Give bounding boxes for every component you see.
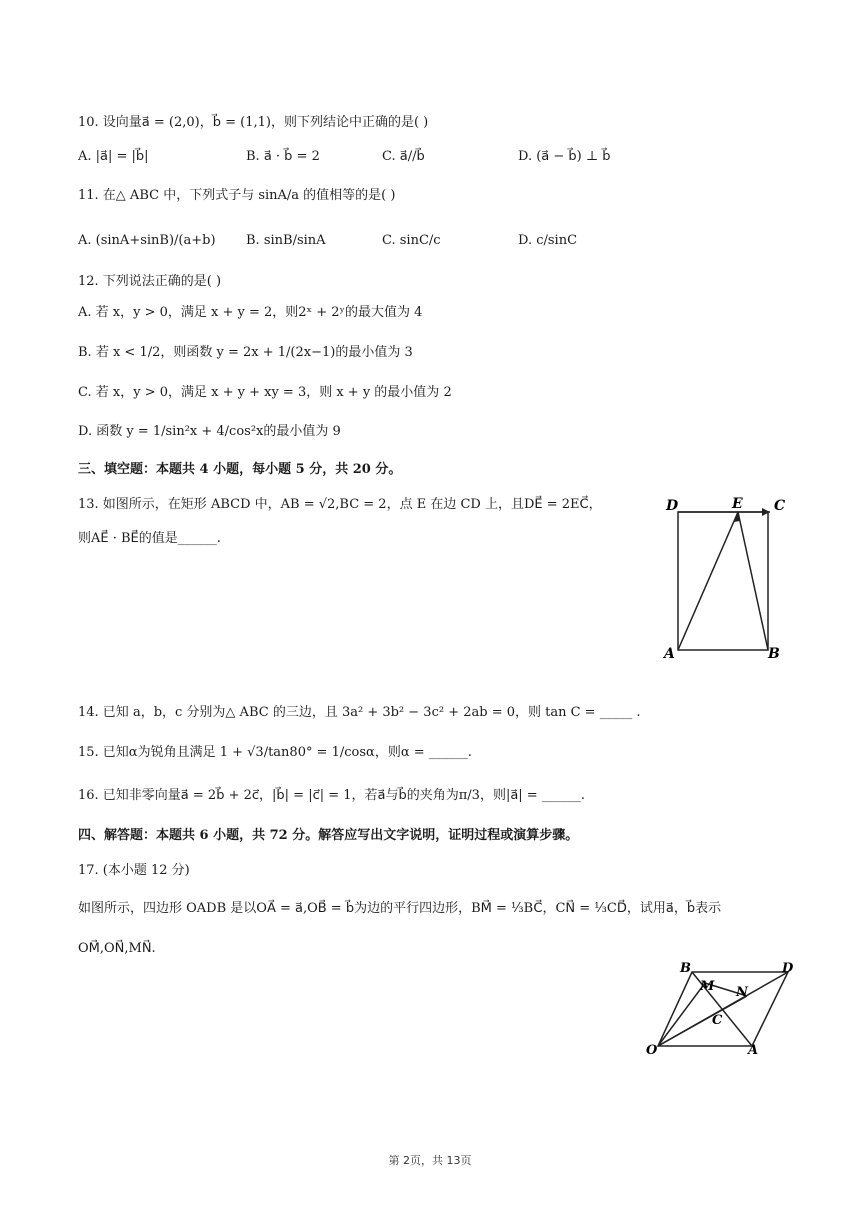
q12-option-a: A. 若 x，y > 0，满足 x + y = 2，则2ˣ + 2ʸ的最大值为 4 [78, 305, 423, 320]
q13-line-1: 13. 如图所示，在矩形 ABCD 中，AB = √2,BC = 2，点 E 在边 CD 上，且DE⃗ = 2EC⃗， [78, 497, 602, 512]
q17-label-d: D [782, 961, 794, 976]
q10-option-c: C. a⃗//b⃗ [382, 149, 425, 164]
q11-option-c: C. sinC/c [382, 233, 441, 248]
q17-label-a: A [748, 1043, 759, 1058]
section-3-heading: 三、填空题：本题共 4 小题，每小题 5 分，共 20 分。 [78, 462, 402, 477]
q13-line-2: 则AE⃗ · BE⃗的值是______. [78, 531, 221, 546]
q11-option-a: A. (sinA+sinB)/(a+b) [78, 233, 216, 248]
q17-label-n: N [736, 985, 748, 1000]
q17-line-2: OM⃗,ON⃗,MN⃗. [78, 941, 156, 956]
q17-label-m: M [700, 979, 715, 994]
q13-figure [660, 492, 790, 662]
q12-option-b: B. 若 x < 1/2，则函数 y = 2x + 1/(2x−1)的最小值为 3 [78, 345, 413, 360]
q13-label-a: A [664, 646, 675, 662]
q11-option-d: D. c/sinC [518, 233, 578, 248]
q11-stem: 11. 在△ ABC 中，下列式子与 sinA/a 的值相等的是( ) [78, 188, 396, 203]
q17-label-o: O [646, 1043, 658, 1058]
q13-label-d: D [666, 498, 679, 514]
q13-label-e: E [732, 496, 743, 512]
q10-option-d: D. (a⃗ − b⃗) ⊥ b⃗ [518, 149, 611, 164]
section-4-heading: 四、解答题：本题共 6 小题，共 72 分。解答应写出文字说明，证明过程或演算步骤。 [78, 828, 579, 843]
page-footer: 第 2页，共 13页 [388, 1154, 472, 1167]
q12-option-d: D. 函数 y = 1/sin²x + 4/cos²x的最小值为 9 [78, 424, 341, 439]
q17-label-b: B [680, 961, 691, 976]
q16-stem: 16. 已知非零向量a⃗ = 2b⃗ + 2c⃗，|b⃗| = |c⃗| = 1，若a⃗与b⃗的夹角为π/3，则|a⃗| = ______. [78, 788, 585, 803]
q10-option-a: A. |a⃗| = |b⃗| [78, 149, 149, 164]
q17-header: 17. (本小题 12 分) [78, 863, 190, 878]
q13-label-b: B [768, 646, 780, 662]
q11-option-b: B. sinB/sinA [246, 233, 326, 248]
q12-stem: 12. 下列说法正确的是( ) [78, 274, 222, 289]
q12-option-c: C. 若 x，y > 0，满足 x + y + xy = 3，则 x + y 的最小值为 2 [78, 385, 452, 400]
q10-stem: 10. 设向量a⃗ = (2,0)，b⃗ = (1,1)，则下列结论中正确的是( ) [78, 115, 429, 130]
q17-figure [640, 960, 800, 1060]
q17-label-c: C [712, 1013, 723, 1028]
q13-label-c: C [774, 498, 786, 514]
q15-stem: 15. 已知α为锐角且满足 1 + √3/tan80° = 1/cosα，则α = ______. [78, 745, 472, 760]
q14-stem: 14. 已知 a，b，c 分别为△ ABC 的三边，且 3a² + 3b² − 3c² + 2ab = 0，则 tan C = _____ . [78, 705, 641, 720]
q10-option-b: B. a⃗ · b⃗ = 2 [246, 149, 320, 164]
q17-line-1: 如图所示，四边形 OADB 是以OA⃗ = a⃗,OB⃗ = b⃗为边的平行四边形，BM⃗ = ⅓BC⃗，CN⃗ = ⅓CD⃗，试用a⃗，b⃗表示 [78, 901, 722, 916]
